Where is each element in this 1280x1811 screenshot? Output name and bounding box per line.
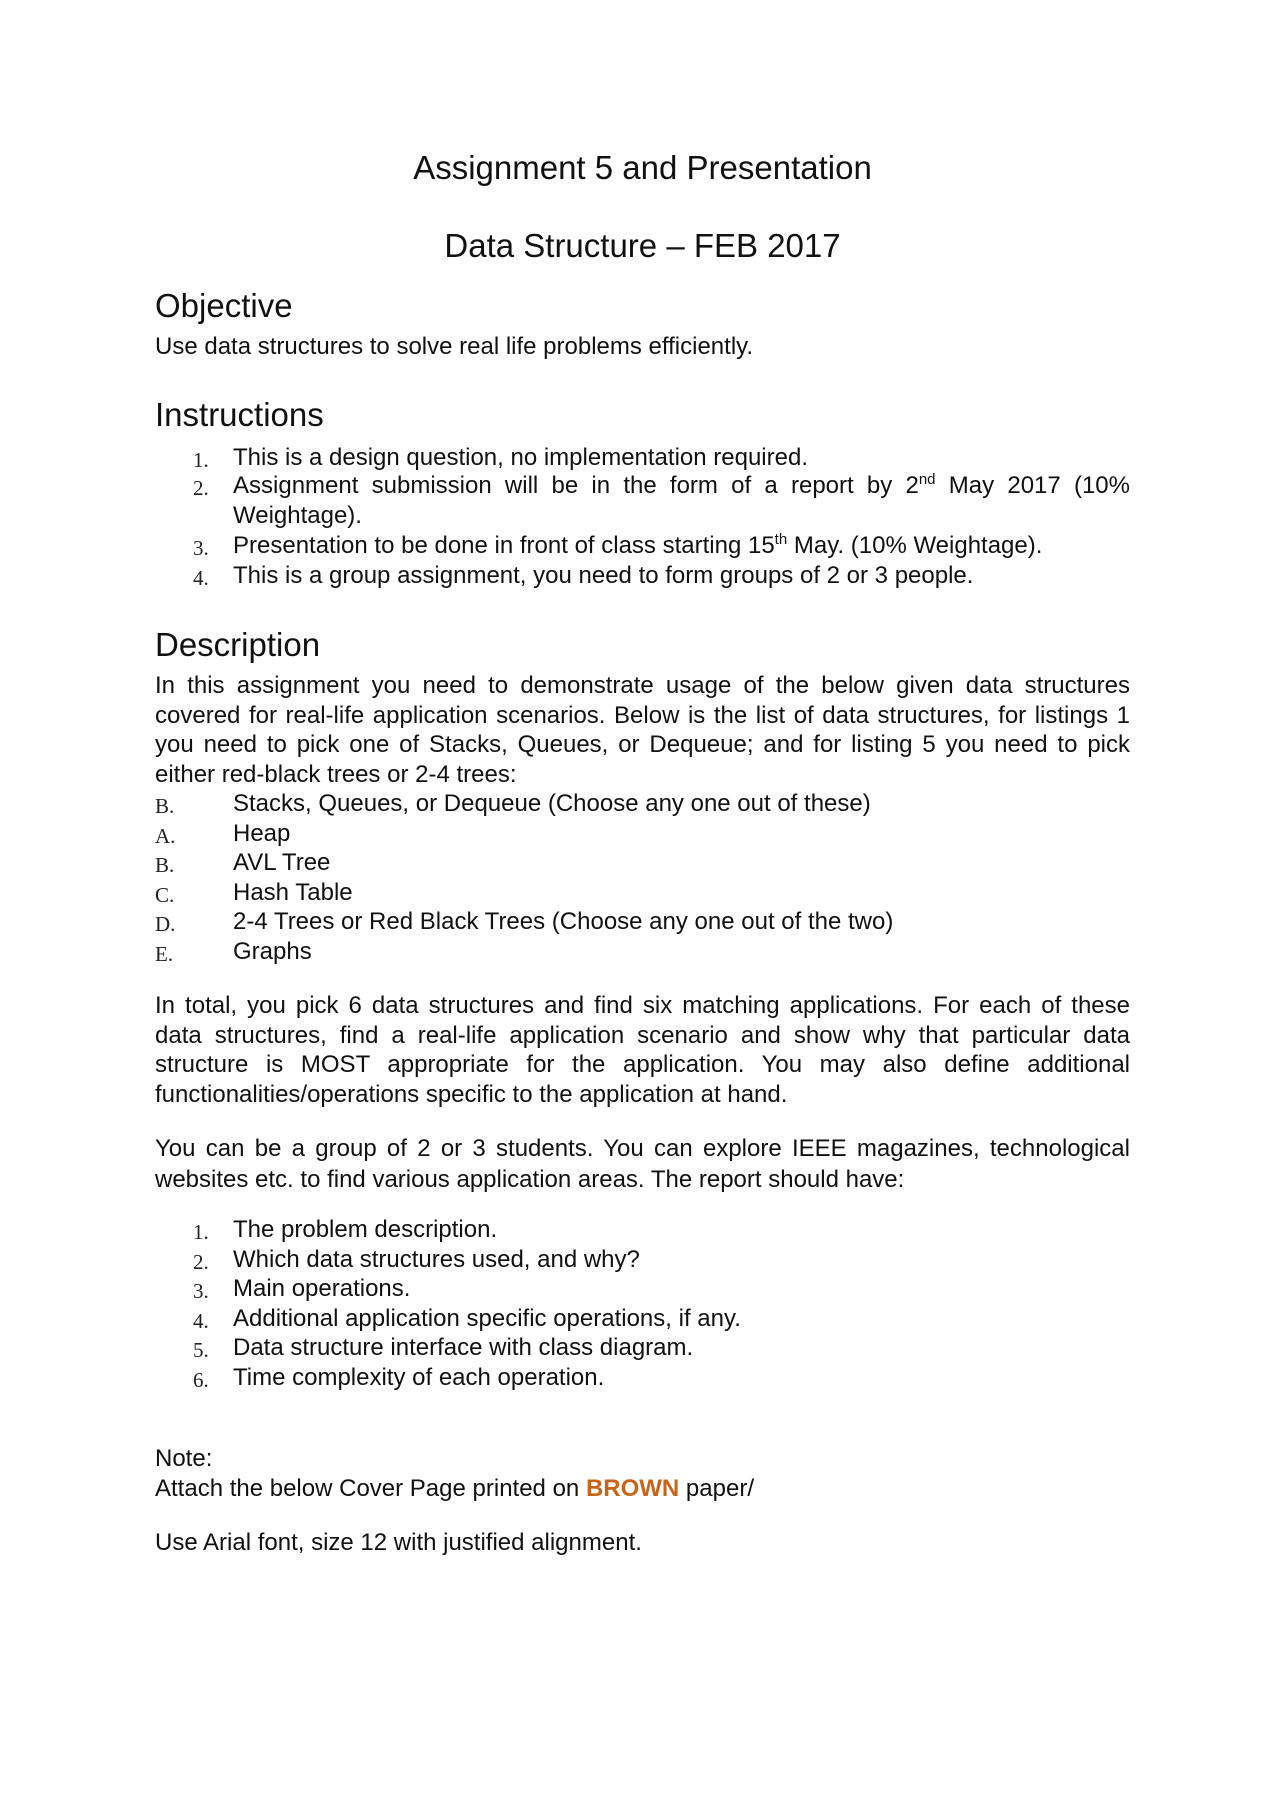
list-item: [155, 561, 1130, 591]
font-instruction: Use Arial font, size 12 with justified alignment.: [155, 1529, 642, 1556]
document-body: [155, 148, 1130, 1558]
list-item-text: This is a design question, no implementation required.: [233, 443, 808, 471]
list-marker: 4.: [193, 1308, 209, 1333]
list-item: [155, 819, 1130, 849]
description-heading: Description: [155, 626, 321, 663]
objective-heading: Objective: [155, 287, 293, 324]
list-marker: C.: [155, 882, 175, 907]
list-marker: 3.: [193, 536, 209, 560]
list-marker: D.: [155, 912, 176, 936]
spacer: [155, 1503, 1130, 1528]
list-item: [155, 1245, 1130, 1275]
objective-text: Use data structures to solve real life problems efficiently.: [155, 333, 754, 360]
superscript: nd: [918, 471, 936, 488]
list-marker: 3.: [193, 1279, 209, 1303]
spacer: [155, 1392, 1130, 1444]
list-marker: 2.: [193, 1249, 209, 1274]
list-item: [155, 1304, 1130, 1334]
list-item-text: Graphs: [233, 937, 312, 965]
list-marker: A.: [155, 823, 176, 848]
list-item: [155, 1215, 1130, 1245]
superscript: th: [774, 531, 788, 548]
list-item-text: The problem description.: [233, 1216, 498, 1243]
description-paragraph: In total, you pick 6 data structures and find six matching applications. For each of these data structures, find a real-life application scenario and show why that particular data structure is MOST appropriate for the application. You may also define additional functionalities/operations specific to the application at hand.: [155, 992, 1130, 1108]
spacer: [155, 1109, 1130, 1133]
list-item-text: May. (10% Weightage).: [787, 532, 1043, 559]
list-marker: 5.: [193, 1338, 209, 1362]
description-intro: In this assignment you need to demonstrate usage of the below given data structures covered for real-life application scenarios. Below is the list of data structures, for listings 1 you need to pick one of Stacks, Queues, or Dequeue; and for listing 5 you need to pick either red-black trees or 2-4 trees:: [155, 672, 1130, 788]
list-item-text: May 2017 (10% Weightage).: [233, 472, 1130, 529]
list-item: [155, 1363, 1130, 1393]
list-item: [155, 1333, 1130, 1363]
list-item: [155, 937, 1130, 967]
list-item: [155, 848, 1130, 878]
list-item-text: Heap: [233, 819, 291, 847]
list-item: [155, 878, 1130, 908]
report-requirements-list: [155, 1215, 1130, 1392]
list-item: [155, 907, 1130, 937]
list-item-text: Which data structures used, and why?: [233, 1245, 640, 1273]
list-item: [155, 1274, 1130, 1304]
list-marker: E.: [155, 941, 174, 966]
list-item-text: Data structure interface with class diagram.: [233, 1334, 694, 1361]
brown-highlight: BROWN: [585, 1474, 680, 1502]
list-item: [155, 443, 1130, 473]
list-marker: 1.: [193, 1220, 209, 1244]
list-item-text: Main operations.: [233, 1275, 411, 1302]
list-item: [155, 531, 1130, 561]
list-item-text: Hash Table: [233, 878, 353, 906]
list-marker: 4.: [193, 565, 209, 590]
list-item-text: Time complexity of each operation.: [233, 1363, 605, 1391]
list-item-text: Assignment submission will be in the form of a report by 2: [233, 472, 919, 499]
data-structures-list: [155, 789, 1130, 966]
list-item-text: 2-4 Trees or Red Black Trees (Choose any one out of the two): [233, 908, 894, 935]
list-item: [155, 789, 1130, 819]
note-text: paper/: [679, 1474, 754, 1502]
list-marker: B.: [155, 794, 175, 818]
list-marker: 2.: [193, 476, 209, 500]
spacer: [155, 1195, 1130, 1215]
instructions-list: [155, 443, 1130, 591]
document-title: Assignment 5 and Presentation: [413, 149, 872, 186]
note-attach-line: [155, 1474, 1130, 1504]
list-marker: 1.: [193, 447, 209, 472]
description-paragraph: You can be a group of 2 or 3 students. You can explore IEEE magazines, technological websites etc. to find various application areas. The report should have:: [155, 1135, 1130, 1193]
list-item: [155, 471, 1130, 530]
spacer: [155, 966, 1130, 991]
spacer: [155, 590, 1130, 625]
list-marker: B.: [155, 853, 175, 877]
note-label: Note:: [155, 1445, 213, 1472]
list-item-text: Additional application specific operations, if any.: [233, 1304, 741, 1332]
instructions-heading: Instructions: [155, 395, 324, 433]
list-item-text: This is a group assignment, you need to form groups of 2 or 3 people.: [233, 561, 974, 589]
document-subtitle: Data Structure – FEB 2017: [444, 227, 841, 264]
list-item-text: AVL Tree: [233, 849, 331, 876]
list-item-text: Stacks, Queues, or Dequeue (Choose any one out of these): [233, 790, 871, 817]
spacer: [155, 362, 1130, 395]
list-item-text: Presentation to be done in front of class starting 15: [233, 532, 775, 559]
list-marker: 6.: [193, 1367, 209, 1392]
note-text: Attach the below Cover Page printed on: [155, 1474, 586, 1502]
